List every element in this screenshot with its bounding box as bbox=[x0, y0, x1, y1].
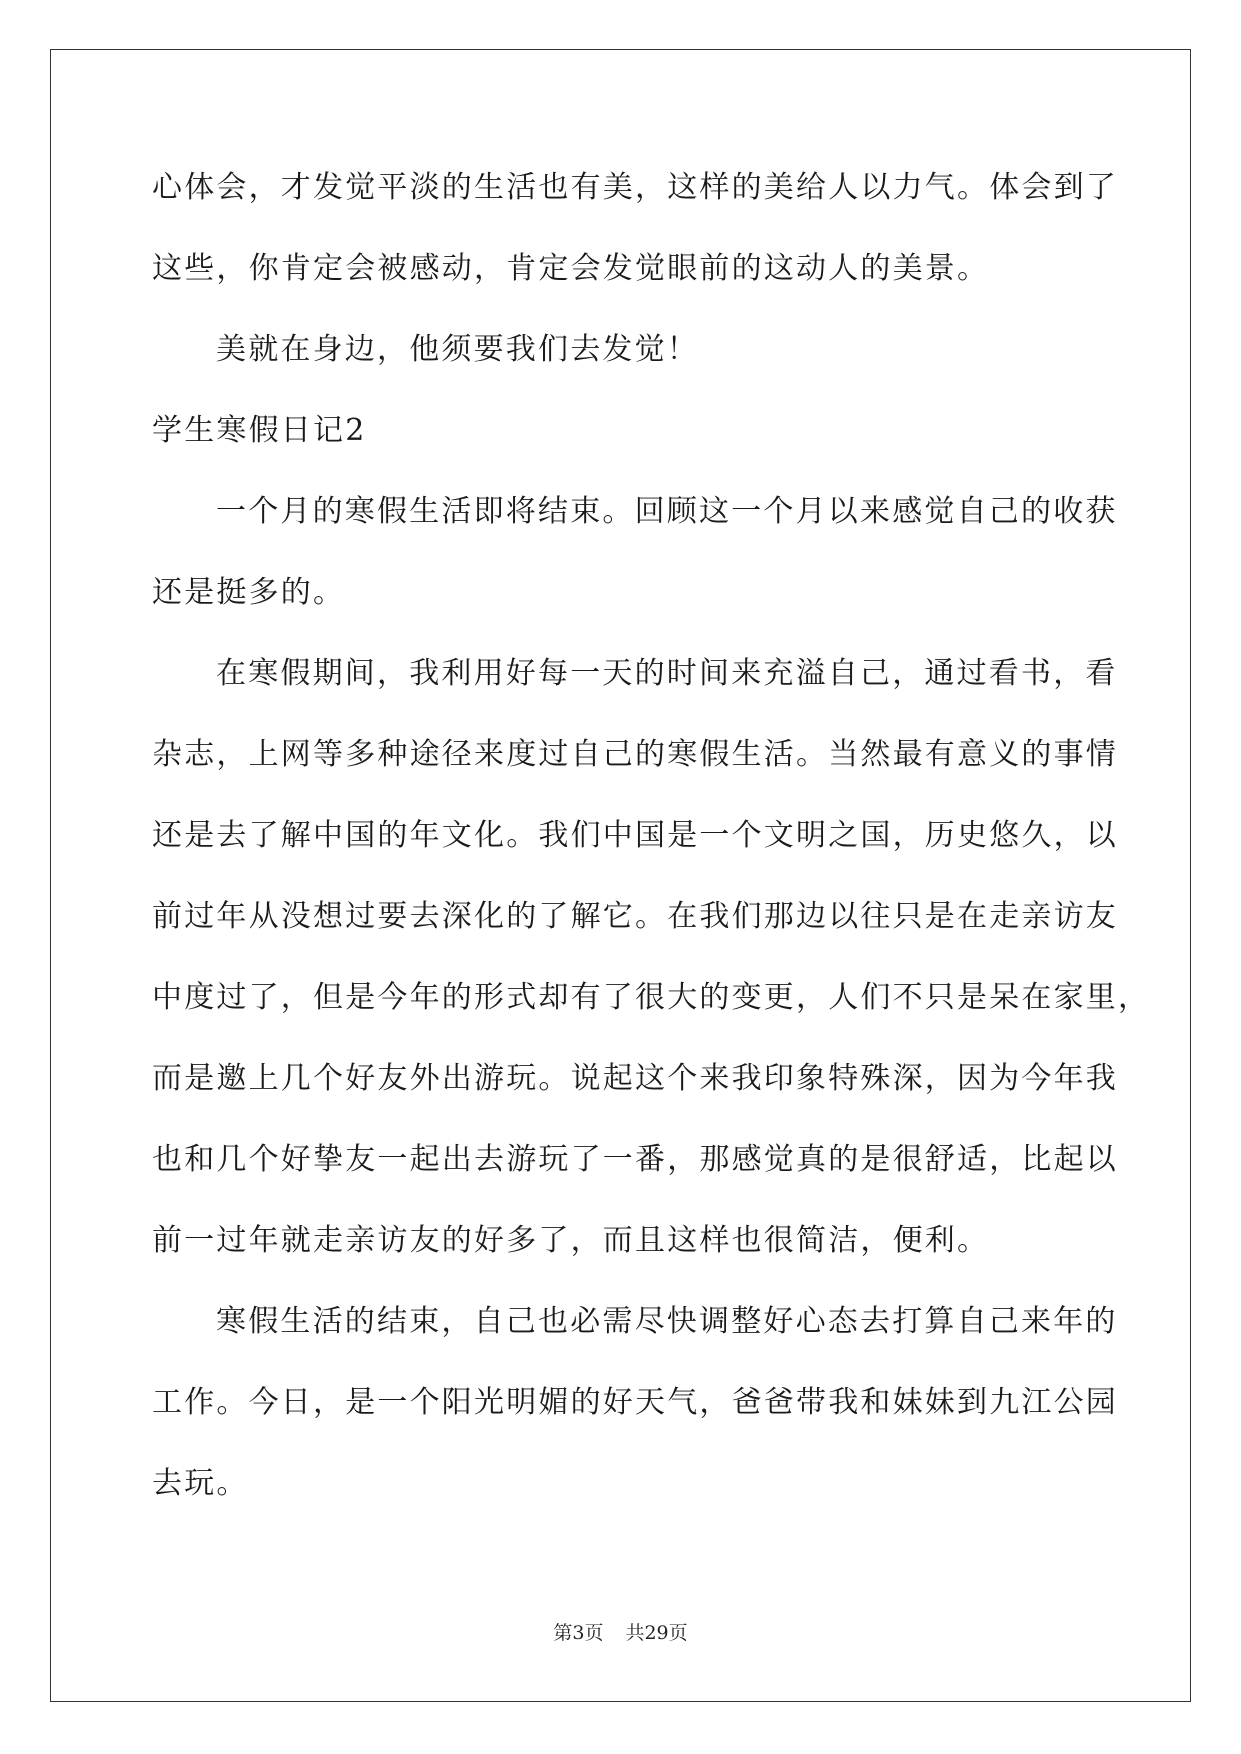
text-line: 也和几个好挚友一起出去游玩了一番，那感觉真的是很舒适，比起以 bbox=[152, 1142, 1118, 1177]
text-line: 还是挺多的。 bbox=[152, 575, 346, 610]
text-line: 心体会，才发觉平淡的生活也有美，这样的美给人以力气。体会到了 bbox=[152, 170, 1118, 205]
page-footer bbox=[0, 1621, 1241, 1645]
text-line: 这些，你肯定会被感动，肯定会发觉眼前的这动人的美景。 bbox=[152, 251, 990, 286]
text-line: 工作。今日，是一个阳光明媚的好天气，爸爸带我和妹妹到九江公园 bbox=[152, 1385, 1118, 1420]
text-line: 前一过年就走亲访友的好多了，而且这样也很简洁，便利。 bbox=[152, 1223, 990, 1258]
text-line: 而是邀上几个好友外出游玩。说起这个来我印象特殊深，因为今年我 bbox=[152, 1061, 1118, 1096]
total-pages: 共29页 bbox=[625, 1622, 688, 1644]
text-line: 前过年从没想过要去深化的了解它。在我们那边以往只是在走亲访友 bbox=[152, 899, 1118, 934]
text-line: 去玩。 bbox=[152, 1466, 249, 1501]
text-line: 寒假生活的结束，自己也必需尽快调整好心态去打算自己来年的 bbox=[216, 1304, 1118, 1339]
page-number: 第3页 bbox=[553, 1622, 604, 1644]
text-line: 杂志，上网等多种途径来度过自己的寒假生活。当然最有意义的事情 bbox=[152, 737, 1118, 772]
section-heading: 学生寒假日记2 bbox=[152, 413, 367, 448]
page-border bbox=[50, 49, 1191, 1702]
text-line: 一个月的寒假生活即将结束。回顾这一个月以来感觉自己的收获 bbox=[216, 494, 1118, 529]
text-line: 还是去了解中国的年文化。我们中国是一个文明之国，历史悠久，以 bbox=[152, 818, 1118, 853]
text-line: 中度过了，但是今年的形式却有了很大的变更，人们不只是呆在家里， bbox=[152, 980, 1151, 1015]
text-line: 美就在身边，他须要我们去发觉！ bbox=[216, 332, 699, 367]
text-line: 在寒假期间，我利用好每一天的时间来充溢自己，通过看书，看 bbox=[216, 656, 1118, 691]
